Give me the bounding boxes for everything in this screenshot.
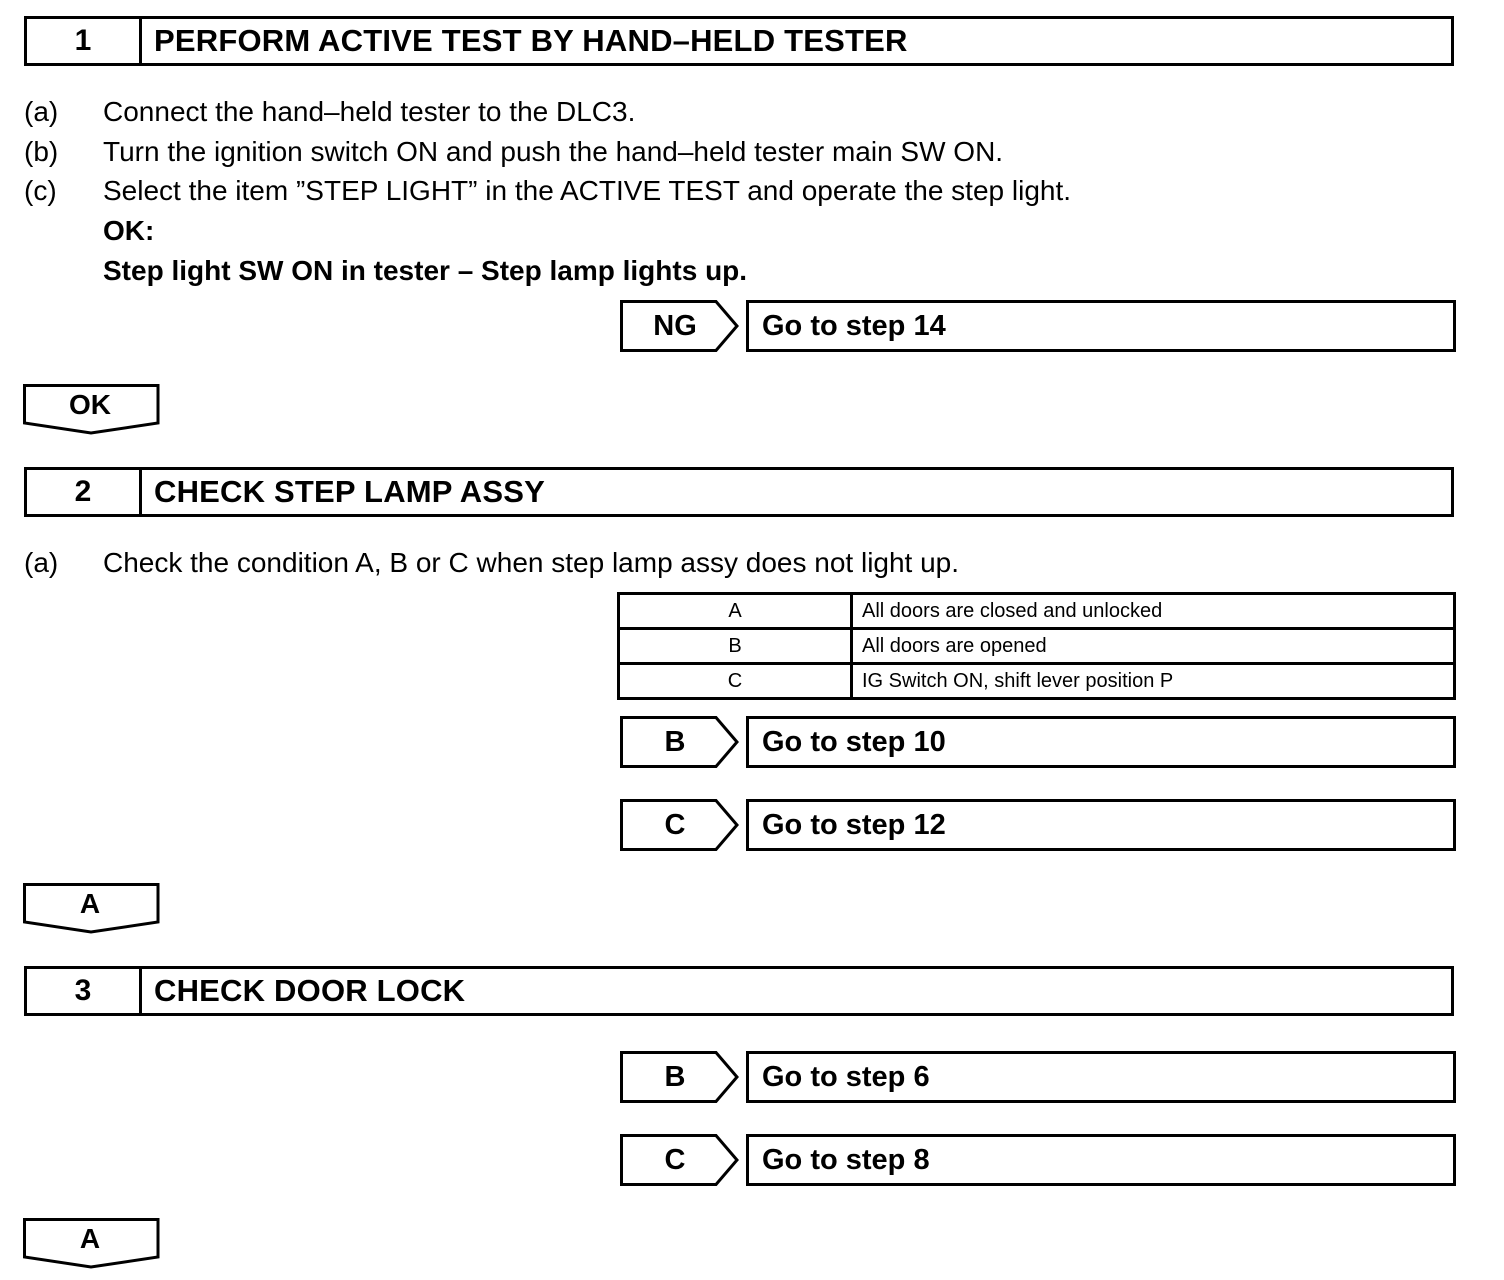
instruction-label: (a) bbox=[24, 547, 59, 578]
branch-c[interactable] bbox=[620, 799, 1460, 851]
condition-description: IG Switch ON, shift lever position P bbox=[852, 664, 1455, 699]
step-title: CHECK DOOR LOCK bbox=[154, 973, 466, 1008]
branch-target: Go to step 14 bbox=[746, 300, 1456, 352]
step-title: PERFORM ACTIVE TEST BY HAND–HELD TESTER bbox=[154, 23, 908, 58]
condition-code: A bbox=[619, 594, 852, 629]
branch-target: Go to step 8 bbox=[746, 1134, 1456, 1186]
instruction-label: (a) bbox=[24, 96, 59, 127]
continue-ok[interactable] bbox=[22, 383, 162, 437]
instruction-text: Turn the ignition switch ON and push the hand–held tester main SW ON. bbox=[103, 136, 1004, 167]
branch-target: Go to step 12 bbox=[746, 799, 1456, 851]
condition-code: C bbox=[619, 664, 852, 699]
continue-label: OK bbox=[69, 389, 111, 420]
step-header-2 bbox=[24, 467, 1454, 517]
condition-description: All doors are closed and unlocked bbox=[852, 594, 1455, 629]
branch-b[interactable] bbox=[620, 1051, 1460, 1103]
instruction-label: (b) bbox=[24, 136, 59, 167]
continue-a[interactable] bbox=[22, 882, 162, 936]
step-title: CHECK STEP LAMP ASSY bbox=[154, 474, 546, 509]
branch-target: Go to step 10 bbox=[746, 716, 1456, 768]
step-header-1 bbox=[24, 16, 1454, 66]
branch-c[interactable] bbox=[620, 1134, 1460, 1186]
continue-label: A bbox=[79, 888, 101, 919]
table-row bbox=[619, 629, 1455, 664]
step-number: 1 bbox=[27, 19, 142, 63]
branch-label: B bbox=[664, 725, 686, 758]
continue-a[interactable] bbox=[22, 1217, 162, 1271]
branch-label: C bbox=[664, 808, 686, 841]
table-row bbox=[619, 664, 1455, 699]
branch-label: NG bbox=[653, 309, 697, 342]
instruction-label: (c) bbox=[24, 175, 57, 206]
table-row bbox=[619, 594, 1455, 629]
instruction-text: Connect the hand–held tester to the DLC3. bbox=[103, 96, 636, 127]
branch-label: B bbox=[664, 1060, 686, 1093]
step-header-3 bbox=[24, 966, 1454, 1016]
step-number: 3 bbox=[27, 969, 142, 1013]
condition-code: B bbox=[619, 629, 852, 664]
branch-b[interactable] bbox=[620, 716, 1460, 768]
branch-target: Go to step 6 bbox=[746, 1051, 1456, 1103]
branch-ng[interactable] bbox=[620, 300, 1460, 352]
branch-label: C bbox=[664, 1143, 686, 1176]
instruction-text: Select the item ”STEP LIGHT” in the ACTIVE TEST and operate the step light. bbox=[103, 175, 1072, 206]
continue-label: A bbox=[79, 1223, 101, 1254]
step-number: 2 bbox=[27, 470, 142, 514]
instruction-text: Check the condition A, B or C when step lamp assy does not light up. bbox=[103, 547, 960, 578]
condition-table bbox=[617, 592, 1456, 700]
condition-description: All doors are opened bbox=[852, 629, 1455, 664]
